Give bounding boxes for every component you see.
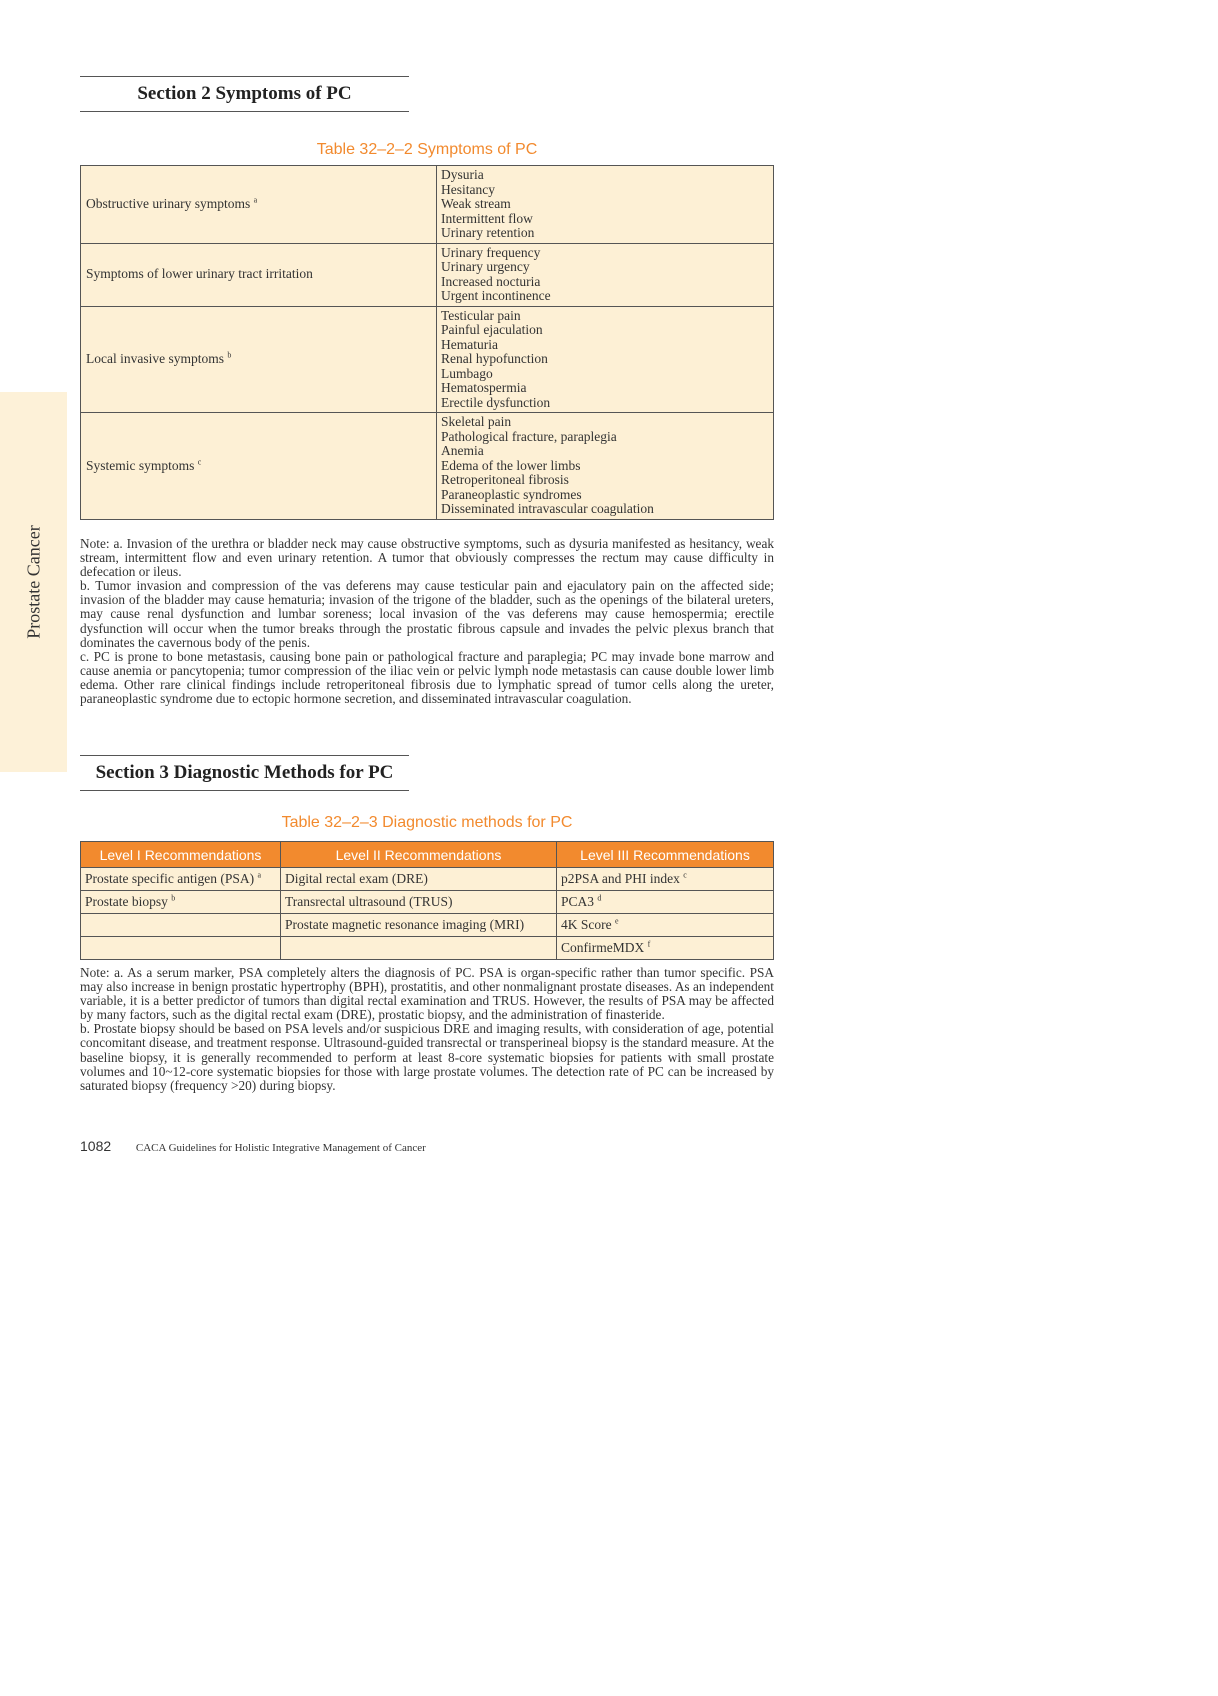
table-row (81, 891, 774, 914)
footnote-marker: d (597, 893, 602, 903)
cell-text: Digital rectal exam (DRE) (285, 871, 428, 886)
table-row (81, 937, 774, 960)
symptom-list (437, 243, 774, 306)
symptom-category-label: Symptoms of lower urinary tract irritation (86, 266, 313, 282)
note-1-a: Note: a. Invasion of the urethra or bladder neck may cause obstructive symptoms, such as dysuria manifested as hesitancy, weak stream, intermittent flow and even urinary retention. A tumor that obviously compresses the rectum may cause difficulty in defecation or ileus. (80, 536, 774, 580)
table-row (81, 413, 774, 520)
symptom-category (81, 243, 437, 306)
table-2-caption: Table 32–2–3 Diagnostic methods for PC (281, 814, 573, 831)
cell-text: PCA3 (561, 894, 595, 909)
footnote-marker: c (683, 870, 687, 880)
footnote-marker: a (257, 870, 262, 880)
section-2-heading (80, 76, 409, 112)
table-row (81, 243, 774, 306)
symptom-item: Erectile dysfunction (441, 394, 551, 410)
symptom-item: Increased nocturia (441, 273, 541, 289)
table-cell (557, 937, 774, 960)
cell-text: p2PSA and PHI index (561, 871, 680, 886)
symptom-item: Skeletal pain (441, 414, 512, 429)
table-cell (281, 891, 557, 914)
footnote-marker: a (253, 195, 258, 205)
symptom-item: Hematospermia (441, 380, 527, 395)
table-header-row (81, 842, 774, 868)
symptom-item: Anemia (441, 443, 484, 458)
symptom-item: Hesitancy (441, 181, 495, 197)
symptom-category-label: Systemic symptoms (86, 457, 195, 473)
symptom-item: Retroperitoneal fibrosis (441, 472, 569, 487)
table-1-note (80, 537, 774, 706)
table-cell (81, 868, 281, 891)
symptom-item: Disseminated intravascular coagulation (441, 501, 654, 516)
symptom-item: Urinary frequency (441, 244, 541, 260)
symptom-list (437, 166, 774, 244)
table-cell (281, 937, 557, 960)
table-cell (281, 914, 557, 937)
table-cell (281, 868, 557, 891)
footnote-marker: f (647, 939, 651, 949)
symptom-item: Renal hypofunction (441, 351, 548, 366)
note-2-a: Note: a. As a serum marker, PSA completely alters the diagnosis of PC. PSA is organ-specific rather than tumor specific. PSA may also increase in benign prostatic hypertrophy (BPH), prostatitis, and other nonmalignant prostate diseases. As an independent variable, it is a better predictor of tumors than digital rectal examination and TRUS. However, the results of PSA may be affected by many factors, such as the digital rectal exam (DRE), prostatic biopsy, and the administration of finasteride. (80, 965, 774, 1023)
cell-text: Prostate biopsy (85, 894, 168, 909)
symptom-category (81, 166, 437, 244)
footnote-marker: c (197, 457, 202, 466)
symptom-item: Weak stream (441, 196, 511, 211)
table-cell (557, 914, 774, 937)
symptom-item: Paraneoplastic syndromes (441, 486, 582, 502)
table-cell (81, 914, 281, 937)
section-3-title: Section 3 Diagnostic Methods for PC (95, 762, 394, 783)
header-level-2: Level II Recommendations (281, 842, 557, 868)
table-row (81, 166, 774, 244)
table-cell (81, 937, 281, 960)
section-2-title: Section 2 Symptoms of PC (137, 83, 352, 104)
symptom-item: Urinary retention (441, 225, 535, 240)
header-level-1: Level I Recommendations (81, 842, 281, 868)
table-row (81, 914, 774, 937)
symptom-category-label: Local invasive symptoms (86, 351, 224, 366)
symptoms-table (80, 165, 774, 520)
symptom-category (81, 413, 437, 520)
table-1-caption: Table 32–2–2 Symptoms of PC (316, 141, 538, 158)
section-3-heading (80, 755, 409, 791)
page-number: 1082 (80, 1138, 112, 1154)
symptom-item: Hematuria (441, 336, 498, 352)
symptom-item: Lumbago (441, 365, 493, 381)
symptom-item: Painful ejaculation (441, 322, 543, 337)
note-1-b: b. Tumor invasion and compression of the vas deferens may cause testicular pain and ejaculatory pain on the affected side; invasion of the bladder may cause hematuria; invasion of the trigone of the bladder, such as the openings of the bilateral ureters, may cause renal dysfunction and lumbar soreness; local invasion of the vas deferens may cause hemospermia; erectile dysfunction will occur when the tumor breaks through the prostatic fibrous capsule and invades the pelvic plexus branch that dominates the cavernous body of the penis. (80, 578, 774, 650)
footnote-marker: e (615, 916, 619, 926)
cell-text: Prostate specific antigen (PSA) (85, 871, 255, 886)
symptom-item: Pathological fracture, paraplegia (441, 428, 617, 444)
page-footer (80, 1138, 426, 1154)
symptom-item: Dysuria (441, 167, 484, 182)
symptom-list (437, 306, 774, 413)
symptom-category (81, 306, 437, 413)
footnote-marker: b (171, 893, 176, 903)
note-2-b: b. Prostate biopsy should be based on PSA levels and/or suspicious DRE and imaging results, with consideration of age, potential concomitant disease, and treatment response. Ultrasound-guided transrectal or transperineal biopsy is the standard measure. At the baseline biopsy, it is generally recommended to perform at least 8-core systematic biopsies for patients with small prostate volumes and 10~12-core systematic biopsies for those with large prostate volumes. The detection rate of PC can be increased by saturated biopsy (frequency >20) during biopsy. (80, 1021, 774, 1093)
symptom-category-label: Obstructive urinary symptoms (86, 196, 251, 211)
symptom-item: Testicular pain (441, 307, 521, 323)
diagnostic-methods-table (80, 841, 774, 960)
footnote-marker: b (227, 350, 232, 360)
symptom-item: Intermittent flow (441, 210, 533, 226)
table-cell (81, 891, 281, 914)
note-1-c: c. PC is prone to bone metastasis, causing bone pain or pathological fracture and paraplegia; PC may invade bone marrow and cause anemia or pancytopenia; tumor compression of the iliac vein or pelvic lymph node metastasis can cause double lower limb edema. Other rare clinical findings include retroperitoneal fibrosis due to lymphatic spread of tumor cells along the ureter, paraneoplastic syndrome due to ectopic hormone secretion, and disseminated intravascular coagulation. (80, 648, 774, 707)
cell-text: Prostate magnetic resonance imaging (MRI) (285, 917, 525, 932)
symptom-item: Urinary urgency (441, 259, 530, 274)
table-cell (557, 868, 774, 891)
symptom-item: Edema of the lower limbs (441, 457, 581, 473)
symptom-list (437, 413, 774, 520)
table-row (81, 306, 774, 413)
footer-title: CACA Guidelines for Holistic Integrative Management of Cancer (135, 1142, 426, 1154)
table-cell (557, 891, 774, 914)
cell-text: 4K Score (561, 917, 612, 932)
table-2-note (80, 966, 774, 1093)
side-tab-label: Prostate Cancer (23, 525, 43, 639)
cell-text: ConfirmeMDX (561, 940, 645, 955)
side-tab (0, 392, 67, 772)
table-row (81, 868, 774, 891)
header-level-3: Level III Recommendations (557, 842, 774, 868)
cell-text: Transrectal ultrasound (TRUS) (285, 894, 453, 909)
symptom-item: Urgent incontinence (441, 288, 551, 303)
